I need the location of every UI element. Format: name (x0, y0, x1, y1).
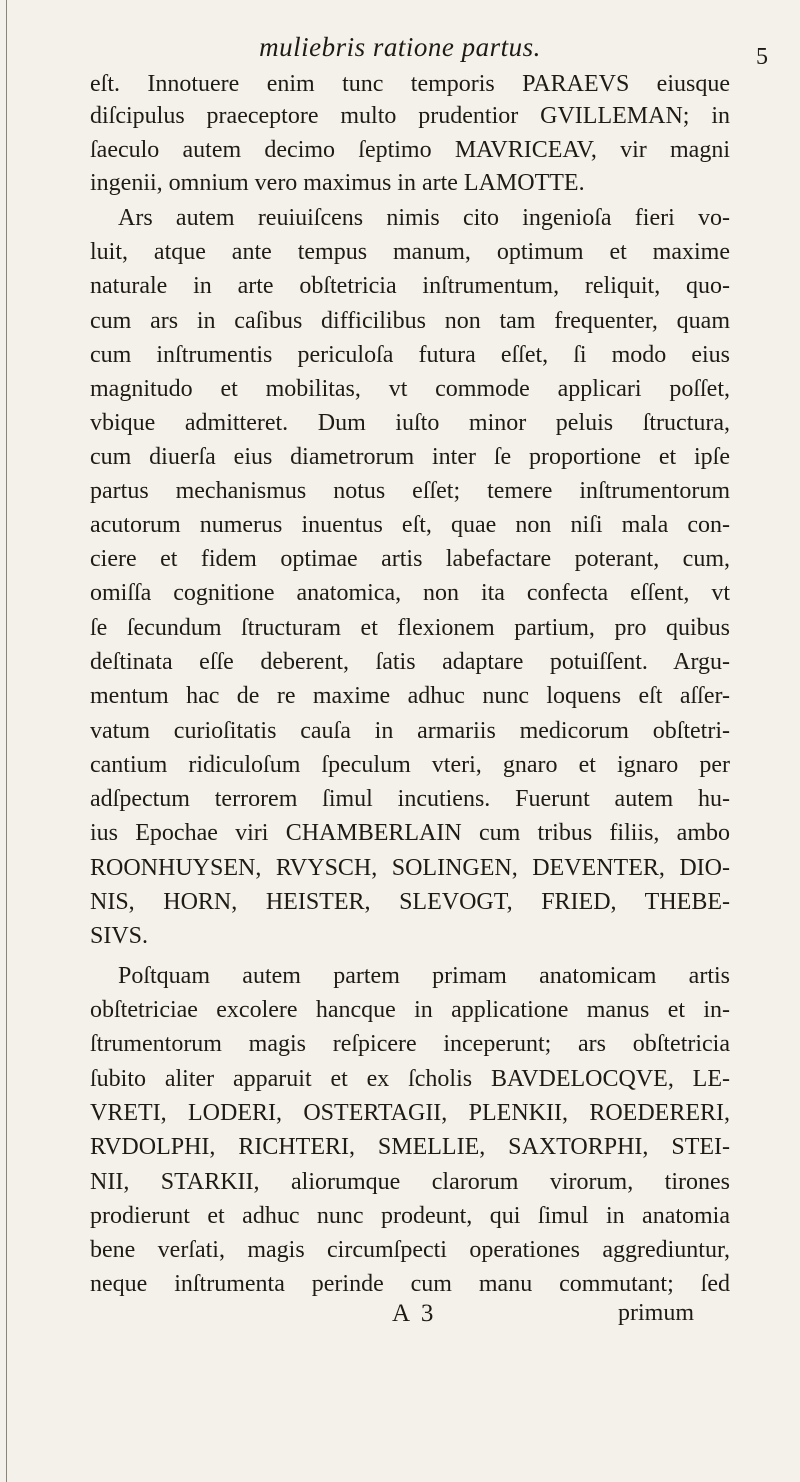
text-line: ciere et fidem optimae artis labefactare poterant, cum, (90, 546, 730, 572)
text-line: obſtetriciae excolere hancque in applicatione manus et in- (90, 997, 730, 1023)
text-line: partus mechanismus notus eſſet; temere inſtrumentorum (90, 478, 730, 504)
text-line: mentum hac de re maxime adhuc nunc loquens eſt aſſer- (90, 683, 730, 709)
catchword: primum (618, 1300, 694, 1326)
text-line: ſaeculo autem decimo ſeptimo MAVRICEAV, vir magni (90, 137, 730, 163)
text-line: cum inſtrumentis periculoſa futura eſſet, ſi modo eius (90, 342, 730, 368)
page-footer (0, 1300, 800, 1334)
text-line: deſtinata eſſe deberent, ſatis adaptare potuiſſent. Argu- (90, 649, 730, 675)
text-line: ius Epochae viri CHAMBERLAIN cum tribus filiis, ambo (90, 820, 730, 846)
text-line: prodierunt et adhuc nunc prodeunt, qui ſimul in anatomia (90, 1203, 730, 1229)
text-line: NII, STARKII, aliorumque clarorum virorum, tirones (90, 1169, 730, 1195)
text-line: ſe ſecundum ſtructuram et flexionem partium, pro quibus (90, 615, 730, 641)
signature-mark: A 3 (392, 1300, 437, 1327)
text-line: bene verſati, magis circumſpecti operationes aggrediuntur, (90, 1237, 730, 1263)
text-line: ſubito aliter apparuit et ex ſcholis BAVDELOCQVE, LE- (90, 1066, 730, 1092)
page-number: 5 (756, 44, 768, 70)
text-line: RVDOLPHI, RICHTERI, SMELLIE, SAXTORPHI, STEI- (90, 1134, 730, 1160)
text-line: adſpectum terrorem ſimul incutiens. Fuerunt autem hu- (90, 786, 730, 812)
text-line: ROONHUYSEN, RVYSCH, SOLINGEN, DEVENTER, DIO- (90, 855, 730, 881)
text-line: acutorum numerus inuentus eſt, quae non niſi mala con- (90, 512, 730, 538)
text-line: NIS, HORN, HEISTER, SLEVOGT, FRIED, THEBE- (90, 889, 730, 915)
text-line: luit, atque ante tempus manum, optimum et maxime (90, 239, 730, 265)
running-head: muliebris ratione partus. (259, 32, 541, 62)
text-line: eſt. Innotuere enim tunc temporis PARAEVS eiusque (90, 71, 730, 97)
text-line: Poſtquam autem partem primam anatomicam artis (118, 963, 730, 989)
text-line: ſtrumentorum magis reſpicere inceperunt; ars obſtetricia (90, 1031, 730, 1057)
text-line: VRETI, LODERI, OSTERTAGII, PLENKII, ROEDERERI, (90, 1100, 730, 1126)
text-line: SIVS. (90, 923, 149, 949)
text-line: ingenii, omnium vero maximus in arte LAMOTTE. (90, 170, 585, 196)
text-line: cum diuerſa eius diametrorum inter ſe proportione et ipſe (90, 444, 730, 470)
text-line: vbique admitteret. Dum iuſto minor peluis ſtructura, (90, 410, 730, 436)
text-line: naturale in arte obſtetricia inſtrumentum, reliquit, quo- (90, 273, 730, 299)
text-line: diſcipulus praeceptore multo prudentior GVILLEMAN; in (90, 103, 730, 129)
text-line: magnitudo et mobilitas, vt commode applicari poſſet, (90, 376, 730, 402)
text-line: omiſſa cognitione anatomica, non ita confecta eſſent, vt (90, 580, 730, 606)
text-line: cantium ridiculoſum ſpeculum vteri, gnaro et ignaro per (90, 752, 730, 778)
text-line: Ars autem reuiuiſcens nimis cito ingenioſa fieri vo- (118, 205, 730, 231)
text-line: cum ars in caſibus difficilibus non tam frequenter, quam (90, 308, 730, 334)
text-line: vatum curioſitatis cauſa in armariis medicorum obſtetri- (90, 718, 730, 744)
text-line: neque inſtrumenta perinde cum manu commutant; ſed (90, 1271, 730, 1297)
